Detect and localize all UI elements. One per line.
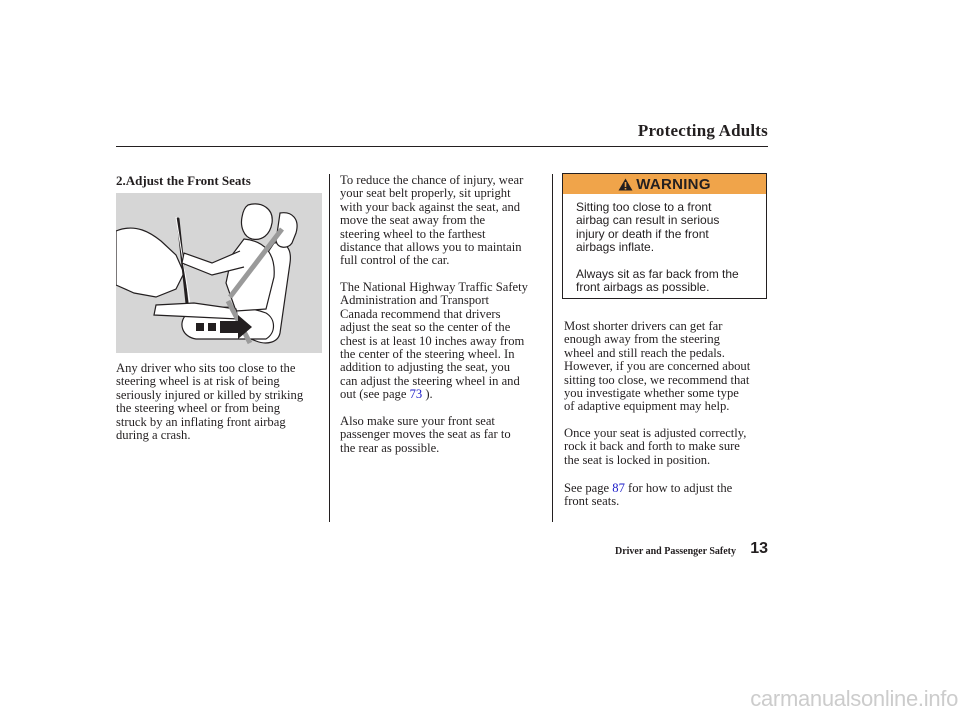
warning-text-1: Sitting too close to a front airbag can result in serious injury or death if the front airbags inflate.	[576, 200, 720, 255]
page-73-link[interactable]: 73	[409, 387, 423, 402]
warning-label: WARNING	[636, 175, 711, 193]
footer-section-name: Driver and Passenger Safety	[614, 546, 736, 557]
header-divider	[116, 146, 768, 147]
right-paragraph-2: Once your seat is adjusted correctly, rock it back and forth to make sure the seat is locked in position.	[564, 426, 747, 467]
middle-paragraph-3: Also make sure your front seat passenger moves the seat as far to the rear as possible.	[340, 414, 511, 455]
warning-box	[562, 173, 767, 299]
page-number: 13	[750, 540, 768, 557]
left-column-paragraph: Any driver who sits too close to the steering wheel is at risk of being seriously injured or killed by striking the steering wheel or from being struck by an inflating front airbag during a crash.	[116, 361, 304, 443]
column-divider-left	[329, 174, 330, 522]
middle-paragraph-2-text: The National Highway Traffic Safety Administration and Transport Canada recommend that drivers adjust the seat so the center of the chest is at least 10 inches away from the center of the steering wheel. In addition to adjusting the seat, you can adjust the steering wheel in and out (see page	[340, 280, 528, 402]
right-paragraph-3-text: See page	[564, 481, 610, 495]
page-87-link[interactable]: 87	[612, 481, 625, 495]
watermark: carmanualsonline.info	[750, 686, 958, 711]
middle-paragraph-1: To reduce the chance of injury, wear your seat belt properly, sit upright with your back against the seat, and move the seat away from the steering wheel to the farthest distance that allows you to maintain full control of the car.	[340, 173, 524, 268]
driver-seat-illustration	[116, 193, 322, 353]
right-paragraph-1: Most shorter drivers can get far enough away from the steering wheel and still reach the pedals. However, if you are concerned about sitting too close, we recommend that you investigate whether some type of adaptive equipment may help.	[564, 319, 751, 414]
right-paragraph-3-end: for how to adjust the front seats.	[564, 481, 733, 509]
column-divider-right	[552, 174, 553, 522]
page-header-title: Protecting Adults	[637, 121, 768, 140]
section-title: 2.Adjust the Front Seats	[116, 173, 251, 188]
middle-paragraph-2	[340, 281, 550, 402]
warning-text-2: Always sit as far back from the front airbags as possible.	[576, 267, 739, 295]
warning-banner	[563, 174, 766, 194]
right-paragraph-3	[564, 482, 770, 509]
warning-triangle-icon	[618, 178, 633, 191]
driver-seat-drawing	[116, 193, 322, 353]
middle-paragraph-2-end: ).	[422, 387, 433, 402]
